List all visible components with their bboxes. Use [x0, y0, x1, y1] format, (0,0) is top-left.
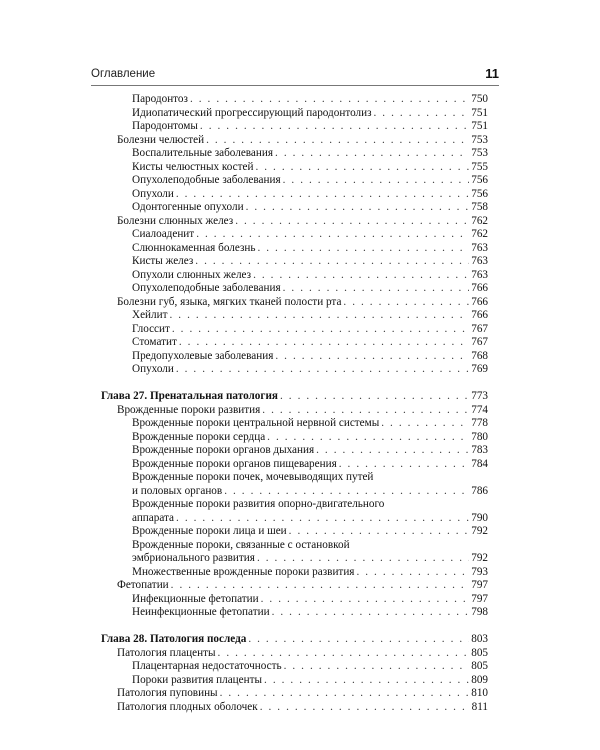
toc-entry-title: Патология плаценты — [117, 646, 216, 659]
toc-entry-title: аппарата — [132, 511, 175, 524]
toc-entry-title: Врожденные пороки органов пищеварения — [132, 457, 337, 470]
dot-leader — [253, 269, 469, 283]
toc-entry[interactable] — [101, 404, 488, 418]
dot-leader — [195, 255, 469, 269]
dot-leader — [176, 363, 469, 377]
toc-page-number: 756 — [471, 187, 488, 200]
dot-leader — [257, 242, 469, 256]
dot-leader — [255, 161, 469, 175]
toc-page-number: 767 — [471, 322, 488, 335]
toc-entry-title: Фетопатии — [117, 579, 169, 591]
toc-entry-title: Сиалоаденит — [132, 228, 195, 240]
dot-leader — [261, 593, 470, 607]
toc-entry[interactable] — [101, 660, 488, 674]
toc-page-number: 756 — [471, 174, 488, 186]
toc-entry[interactable] — [101, 296, 488, 310]
toc-page-number: 810 — [471, 687, 488, 699]
toc-page-number: 766 — [471, 295, 488, 308]
toc-entry-title: Опухоли — [132, 187, 174, 200]
toc-page-number: 786 — [471, 484, 488, 497]
toc-entry-title: Хейлит — [132, 309, 168, 321]
dot-leader — [248, 633, 469, 647]
dot-leader — [289, 525, 470, 539]
toc-entry-title: Болезни челюстей — [117, 133, 205, 146]
toc-entry-title: Патология плодных оболочек — [117, 700, 258, 713]
page-number: 11 — [485, 66, 499, 81]
toc-page-number: 790 — [471, 511, 488, 524]
toc-entry-title: Идиопатический прогрессирующий пародонтолиз — [132, 106, 372, 119]
toc-entry-title: Стоматит — [132, 336, 177, 348]
table-of-contents — [101, 93, 488, 714]
toc-page-number: 774 — [471, 403, 488, 416]
toc-page-number: 769 — [471, 363, 488, 375]
toc-entry-title: и половых органов — [132, 484, 223, 497]
toc-page-number: 758 — [471, 201, 488, 213]
toc-page-number: 797 — [471, 579, 488, 591]
toc-page-number: 803 — [471, 633, 488, 645]
toc-page-number: 762 — [471, 228, 488, 240]
toc-entry-title: Опухоли слюнных желез — [132, 268, 252, 281]
toc-page-number: 751 — [471, 120, 488, 132]
toc-entry[interactable] — [101, 431, 488, 445]
toc-entry[interactable] — [101, 593, 488, 607]
dot-leader — [356, 566, 469, 580]
toc-page-number: 768 — [471, 349, 488, 362]
toc-entry[interactable] — [101, 147, 488, 161]
toc-page-number: 766 — [471, 309, 488, 321]
toc-entry-title: Кисты желез — [132, 255, 194, 267]
toc-entry-title: Опухолеподобные заболевания — [132, 174, 281, 186]
toc-entry-title: Болезни губ, языка, мягких тканей полости рта — [117, 295, 342, 308]
toc-entry[interactable] — [101, 350, 488, 364]
toc-entry-title: Плацентарная недостаточность — [132, 660, 282, 672]
toc-page-number: 763 — [471, 255, 488, 267]
toc-page-number: 750 — [471, 93, 488, 105]
dot-leader — [179, 336, 469, 350]
dot-leader — [257, 552, 469, 566]
dot-leader — [283, 174, 470, 188]
toc-entry[interactable] — [101, 444, 488, 458]
toc-page-number: 780 — [471, 430, 488, 443]
dot-leader — [339, 458, 469, 472]
dot-leader — [260, 701, 470, 715]
toc-entry[interactable] — [101, 228, 488, 242]
toc-entry-title: Болезни слюнных желез — [117, 214, 234, 227]
toc-page-number: 798 — [471, 606, 488, 618]
toc-entry-title: Пороки развития плаценты — [132, 673, 263, 686]
toc-entry[interactable] — [101, 336, 488, 350]
toc-entry[interactable] — [101, 417, 488, 431]
toc-entry-title: Глава 27. Пренатальная патология — [101, 390, 278, 402]
dot-leader — [280, 390, 469, 404]
dot-leader — [284, 660, 470, 674]
toc-entry-title: Предопухолевые заболевания — [132, 349, 274, 362]
toc-entry-title: Воспалительные заболевания — [132, 147, 274, 159]
toc-entry-title: Врожденные пороки органов дыхания — [132, 444, 315, 456]
dot-leader — [196, 228, 469, 242]
toc-page-number: 783 — [471, 444, 488, 456]
toc-entry[interactable] — [101, 458, 488, 472]
dot-leader — [264, 674, 469, 688]
toc-entry[interactable] — [101, 242, 488, 256]
toc-entry[interactable] — [101, 566, 488, 580]
toc-entry-title: Пародонтомы — [132, 120, 198, 132]
dot-leader — [190, 93, 469, 107]
dot-leader — [176, 188, 469, 202]
section-gap — [101, 377, 488, 391]
toc-entry-first-line: Врожденные пороки почек, мочевыводящих путей — [132, 471, 374, 483]
toc-entry-title: Глоссит — [132, 322, 170, 335]
dot-leader — [220, 687, 470, 701]
toc-chapter[interactable] — [101, 633, 488, 647]
header-rule — [91, 85, 499, 86]
running-header — [91, 66, 499, 84]
toc-page-number: 793 — [471, 565, 488, 578]
toc-page-number: 753 — [471, 147, 488, 159]
toc-page-number: 784 — [471, 457, 488, 470]
dot-leader — [176, 512, 469, 526]
toc-page-number: 751 — [471, 106, 488, 119]
toc-entry-title: Врожденные пороки сердца — [132, 430, 266, 443]
dot-leader — [283, 282, 470, 296]
dot-leader — [200, 120, 469, 134]
toc-entry-title: Неинфекционные фетопатии — [132, 606, 270, 618]
toc-page-number: 797 — [471, 592, 488, 605]
toc-page-number: 805 — [471, 646, 488, 659]
toc-entry[interactable] — [101, 579, 488, 593]
toc-entry-title: Глава 28. Патология последа — [101, 633, 247, 645]
toc-page-number: 778 — [471, 417, 488, 429]
toc-page-number: 805 — [471, 660, 488, 672]
toc-entry[interactable] — [101, 606, 488, 620]
dot-leader — [218, 647, 470, 661]
toc-page-number: 811 — [471, 700, 488, 713]
toc-entry[interactable] — [101, 701, 488, 715]
toc-page-number: 809 — [471, 673, 488, 686]
toc-entry-title: Патология пуповины — [117, 687, 218, 699]
toc-page-number: 792 — [471, 525, 488, 537]
toc-entry[interactable] — [101, 647, 488, 661]
toc-entry-title: Опухолеподобные заболевания — [132, 282, 281, 294]
toc-entry-title: Множественные врожденные пороки развития — [132, 565, 355, 578]
dot-leader — [275, 350, 469, 364]
dot-leader — [316, 444, 469, 458]
toc-chapter[interactable] — [101, 390, 488, 404]
toc-entry-title: эмбрионального развития — [132, 552, 255, 564]
toc-entry-title: Врожденные пороки центральной нервной системы — [132, 417, 380, 429]
dot-leader — [206, 134, 469, 148]
toc-page-number: 755 — [471, 160, 488, 173]
toc-entry[interactable] — [101, 674, 488, 688]
toc-entry[interactable] — [101, 687, 488, 701]
toc-entry[interactable] — [101, 93, 488, 107]
toc-entry[interactable] — [101, 552, 488, 566]
toc-entry[interactable] — [101, 485, 488, 499]
toc-entry-title: Врожденные пороки развития — [117, 403, 261, 416]
toc-page-number: 763 — [471, 268, 488, 281]
dot-leader — [381, 417, 469, 431]
toc-entry[interactable] — [101, 174, 488, 188]
dot-leader — [275, 147, 469, 161]
dot-leader — [262, 404, 469, 418]
toc-page-number: 792 — [471, 552, 488, 564]
toc-entry[interactable] — [101, 309, 488, 323]
toc-entry[interactable] — [101, 269, 488, 283]
toc-entry[interactable] — [101, 323, 488, 337]
toc-entry[interactable] — [101, 120, 488, 134]
dot-leader — [272, 606, 470, 620]
toc-entry-first-line: Врожденные пороки, связанные с остановкой — [132, 538, 350, 551]
toc-entry-title: Врожденные пороки лица и шеи — [132, 525, 287, 537]
toc-entry[interactable] — [101, 363, 488, 377]
dot-leader — [235, 215, 469, 229]
header-title: Оглавление — [91, 68, 156, 80]
toc-page-number: 767 — [471, 336, 488, 348]
toc-entry[interactable] — [101, 188, 488, 202]
dot-leader — [172, 323, 469, 337]
toc-entry[interactable] — [101, 255, 488, 269]
toc-entry-title: Кисты челюстных костей — [132, 160, 254, 173]
toc-entry-title: Одонтогенные опухоли — [132, 201, 244, 213]
toc-entry-title: Пародонтоз — [132, 93, 188, 105]
toc-page-number: 766 — [471, 282, 488, 294]
toc-page-number: 762 — [471, 214, 488, 227]
dot-leader — [343, 296, 469, 310]
dot-leader — [170, 309, 470, 323]
toc-entry[interactable] — [101, 107, 488, 121]
toc-entry[interactable] — [101, 201, 488, 215]
toc-entry-title: Опухоли — [132, 363, 174, 375]
toc-entry[interactable] — [101, 512, 488, 526]
toc-entry[interactable] — [101, 215, 488, 229]
toc-entry-title: Инфекционные фетопатии — [132, 592, 259, 605]
toc-entry[interactable] — [101, 161, 488, 175]
toc-entry-first-line: Врожденные пороки развития опорно-двигательного — [132, 498, 385, 510]
toc-entry[interactable] — [101, 134, 488, 148]
dot-leader — [267, 431, 469, 445]
toc-entry[interactable] — [101, 282, 488, 296]
section-gap — [101, 620, 488, 634]
dot-leader — [246, 201, 470, 215]
dot-leader — [171, 579, 470, 593]
toc-page-number: 763 — [471, 241, 488, 254]
dot-leader — [374, 107, 470, 121]
toc-entry[interactable] — [101, 525, 488, 539]
toc-entry-title: Слюннокаменная болезнь — [132, 241, 256, 254]
toc-page-number: 773 — [471, 390, 488, 402]
dot-leader — [224, 485, 469, 499]
toc-page-number: 753 — [471, 133, 488, 146]
